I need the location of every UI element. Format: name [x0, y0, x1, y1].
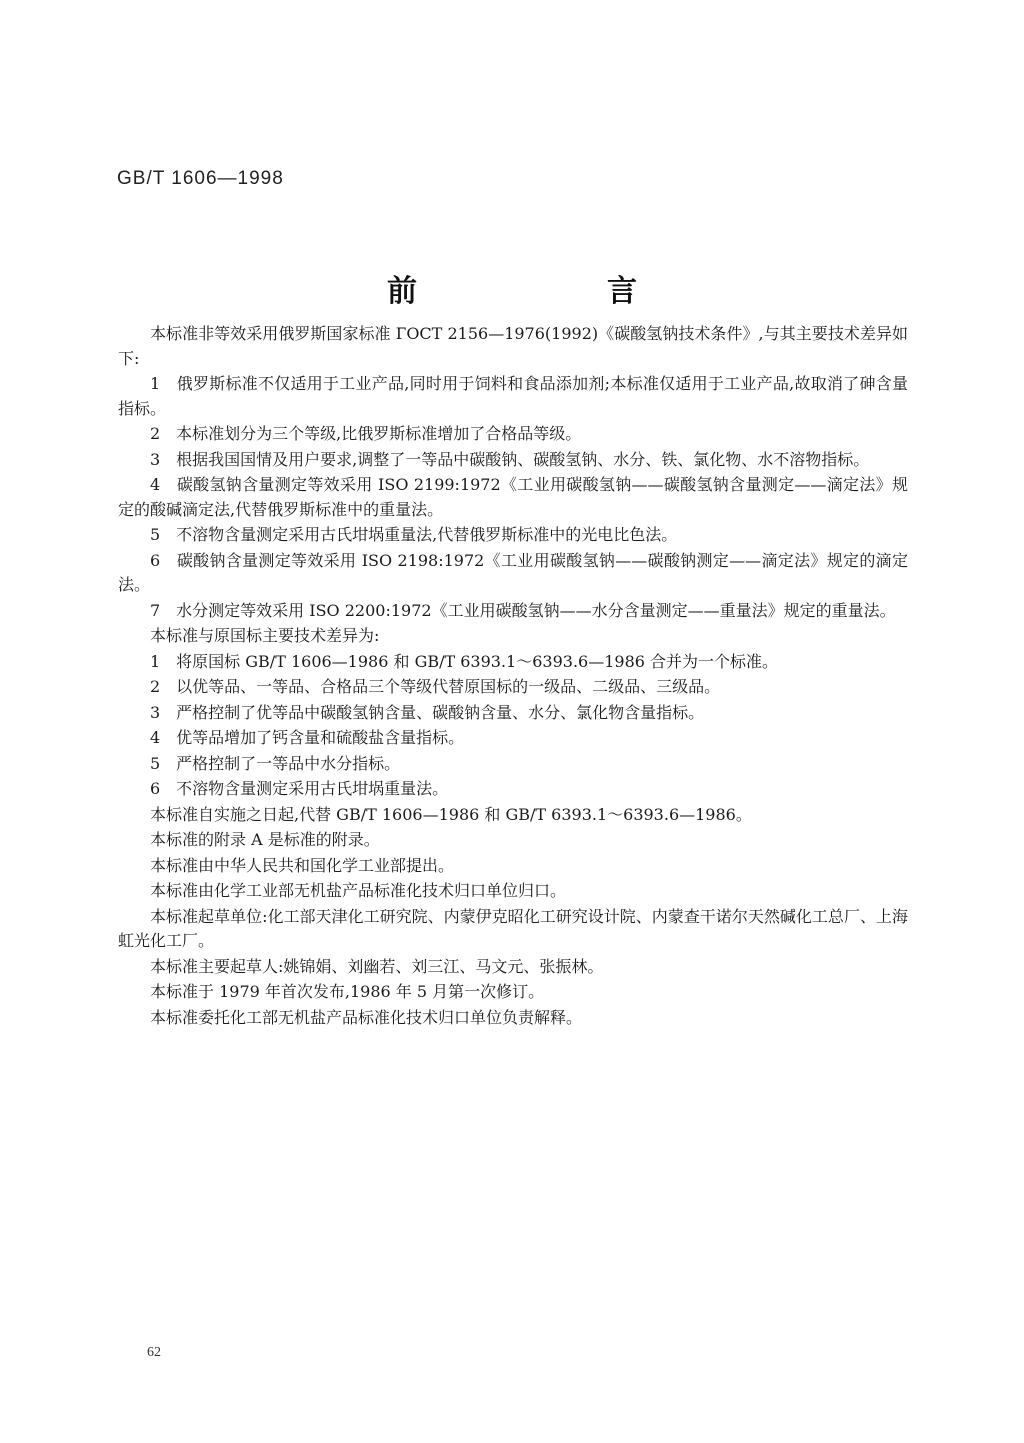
paragraph-item-3: 3 根据我国国情及用户要求,调整了一等品中碳酸钠、碳酸氢钠、水分、铁、氯化物、水不溶物指标。 [150, 449, 870, 469]
page-number: 62 [147, 1345, 161, 1360]
paragraph-administrator: 本标准由化学工业部无机盐产品标准化技术归口单位归口。 [150, 881, 567, 900]
paragraph-item-5: 5 不溶物含量测定采用古氏坩埚重量法,代替俄罗斯标准中的光电比色法。 [150, 525, 678, 544]
paragraph-item-4: 4 碳酸氢钠含量测定等效采用 ISO 2199:1972《工业用碳酸氢钠——碳酸氢钠含量测定——滴定法》规定的酸碱滴定法,代替俄罗斯标准中的重量法。 [118, 475, 908, 519]
paragraph-diff-4: 4 优等品增加了钙含量和硫酸盐含量指标。 [150, 728, 465, 747]
standard-code: GB/T 1606—1998 [117, 168, 284, 189]
paragraph-interpretation: 本标准委托化工部无机盐产品标准化技术归口单位负责解释。 [150, 1007, 583, 1027]
paragraph-drafting-units: 本标准起草单位:化工部天津化工研究院、内蒙伊克昭化工研究设计院、内蒙查干诺尔天然碱化工总厂、上海虹光化工厂。 [118, 906, 908, 950]
paragraph-item-2: 2 本标准划分为三个等级,比俄罗斯标准增加了合格品等级。 [150, 424, 582, 443]
paragraph-item-7: 7 水分测定等效采用 ISO 2200:1972《工业用碳酸氢钠——水分含量测定——重量法》规定的重量法。 [150, 600, 896, 620]
paragraph-history: 本标准于 1979 年首次发布,1986 年 5 月第一次修订。 [150, 982, 545, 1001]
paragraph-diff-3: 3 严格控制了优等品中碳酸氢钠含量、碳酸钠含量、水分、氯化物含量指标。 [150, 702, 705, 722]
paragraph-appendix: 本标准的附录 A 是标准的附录。 [150, 830, 380, 849]
paragraph-intro: 本标准非等效采用俄罗斯国家标准 ГОСТ 2156—1976(1992)《碳酸氢钠技术条件》,与其主要技术差异如下: [118, 324, 908, 368]
foreword-body [118, 322, 908, 1031]
paragraph-diff-intro: 本标准与原国标主要技术差异为: [150, 626, 380, 645]
paragraph-item-6: 6 碳酸钠含量测定等效采用 ISO 2198:1972《工业用碳酸氢钠——碳酸钠测定——滴定法》规定的滴定法。 [118, 550, 908, 594]
paragraph-diff-2: 2 以优等品、一等品、合格品三个等级代替原国标的一级品、二级品、三级品。 [150, 677, 721, 696]
paragraph-diff-1: 1 将原国标 GB/T 1606—1986 和 GB/T 6393.1～6393.6—1986 合并为一个标准。 [150, 651, 779, 671]
paragraph-drafters: 本标准主要起草人:姚锦娟、刘幽若、刘三江、马文元、张振林。 [150, 956, 604, 976]
paragraph-diff-6: 6 不溶物含量测定采用古氏坩埚重量法。 [150, 779, 449, 798]
paragraph-proposer: 本标准由中华人民共和国化学工业部提出。 [150, 855, 455, 875]
paragraph-item-1: 1 俄罗斯标准不仅适用于工业产品,同时用于饲料和食品添加剂;本标准仅适用于工业产品,故取消了砷含量指标。 [118, 374, 908, 418]
page-title: 前 言 [387, 274, 717, 309]
paragraph-diff-5: 5 严格控制了一等品中水分指标。 [150, 753, 401, 773]
paragraph-replaces: 本标准自实施之日起,代替 GB/T 1606—1986 和 GB/T 6393.1～6393.6—1986。 [150, 804, 752, 824]
